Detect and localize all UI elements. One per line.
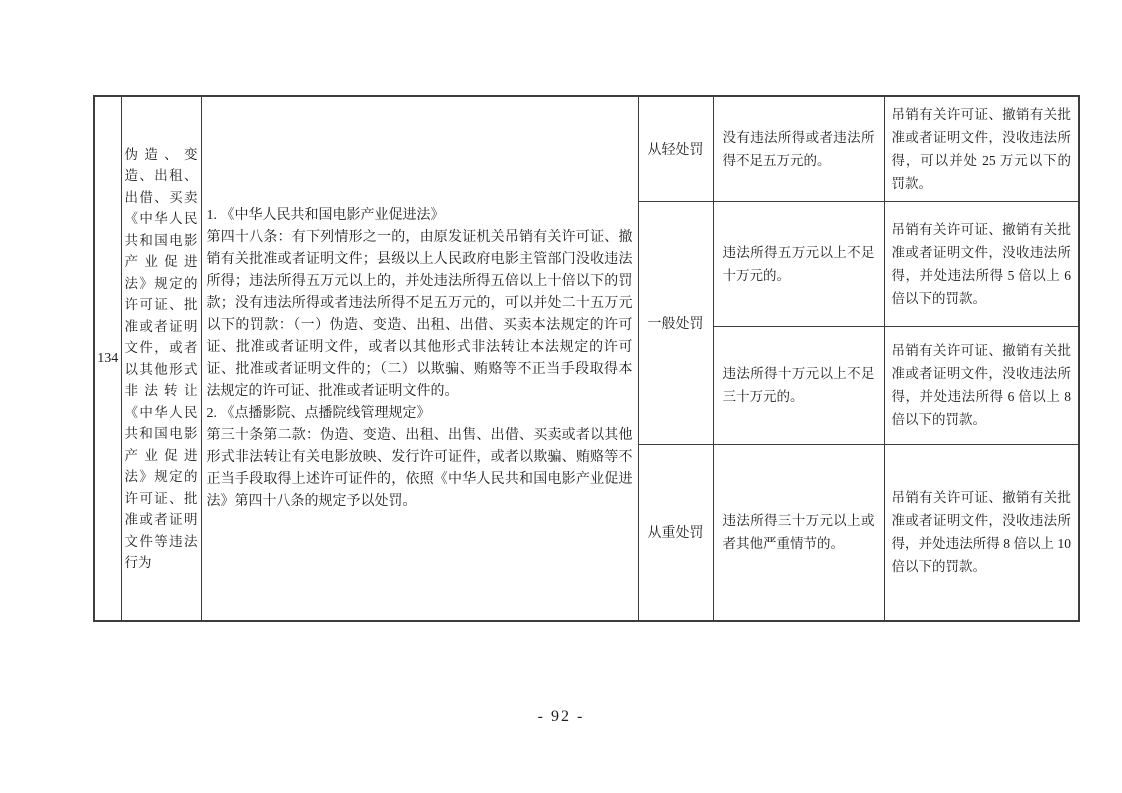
condition-text: 违法所得五万元以上不足十万元的。 bbox=[722, 244, 875, 283]
condition-cell bbox=[713, 96, 884, 201]
penalty-cell bbox=[884, 326, 1079, 444]
violation-cell bbox=[121, 96, 201, 621]
table-row bbox=[94, 96, 1079, 201]
penalty-cell bbox=[884, 444, 1079, 621]
penalty-table bbox=[93, 95, 1080, 622]
condition-cell bbox=[713, 326, 884, 444]
violation-text: 伪造、变造、出租、出借、买卖《中华人民共和国电影产业促进法》规定的许可证、批准或者证明文件，或者以其他形式非法转让《中华人民共和国电影产业促进法》规定的许可证、批准或者证明文件等违法行为 bbox=[124, 146, 198, 570]
condition-cell bbox=[713, 444, 884, 621]
penalty-level-label: 从轻处罚 bbox=[647, 142, 704, 158]
penalty-level-label: 从重处罚 bbox=[647, 526, 704, 542]
condition-text: 违法所得十万元以上不足三十万元的。 bbox=[722, 366, 875, 404]
penalty-cell bbox=[884, 201, 1079, 326]
page-number: - 92 - bbox=[537, 708, 585, 725]
condition-text: 违法所得三十万元以上或者其他严重情节的。 bbox=[722, 513, 875, 552]
condition-cell bbox=[713, 201, 884, 326]
legal-basis-item2-title: 2. 《点播影院、点播院线管理规定》 bbox=[206, 405, 431, 421]
condition-text: 没有违法所得或者违法所得不足五万元的。 bbox=[722, 129, 875, 168]
penalty-text: 吊销有关许可证、撤销有关批准或者证明文件，没收违法所得，并处违法所得 6 倍以上 8 倍以下的罚款。 bbox=[891, 343, 1071, 427]
legal-basis-cell bbox=[201, 96, 638, 621]
legal-basis-item1-title: 1. 《中华人民共和国电影产业促进法》 bbox=[206, 207, 445, 223]
penalty-text: 吊销有关许可证、撤销有关批准或者证明文件，没收违法所得，并处违法所得 8 倍以上 10 倍以下的罚款。 bbox=[891, 490, 1071, 575]
row-id-cell bbox=[94, 96, 121, 621]
penalty-text: 吊销有关许可证、撤销有关批准或者证明文件，没收违法所得，并处违法所得 5 倍以上 6 倍以下的罚款。 bbox=[891, 221, 1071, 306]
penalty-text: 吊销有关许可证、撤销有关批准或者证明文件，没收违法所得，可以并处 25 万元以下的罚款。 bbox=[891, 106, 1071, 191]
legal-basis-item2-body: 第三十条第二款：伪造、变造、出租、出售、出借、买卖或者以其他形式非法转让有关电影放映、发行许可证件，或者以欺骗、贿赂等不正当手段取得上述许可证件的，依照《中华人民共和国电影产业促进法》第四十八条的规定予以处罚。 bbox=[206, 427, 633, 509]
penalty-level-cell-heavy bbox=[638, 444, 713, 621]
penalty-level-cell-light bbox=[638, 96, 713, 201]
penalty-level-cell-general bbox=[638, 201, 713, 444]
penalty-level-label: 一般处罚 bbox=[647, 316, 704, 332]
penalty-cell bbox=[884, 96, 1079, 201]
legal-basis-item1-body: 第四十八条：有下列情形之一的，由原发证机关吊销有关许可证、撤销有关批准或者证明文件；县级以上人民政府电影主管部门没收违法所得；违法所得五万元以上的，并处违法所得五倍以上十倍以下的罚款；没有违法所得或者违法所得不足五万元的，可以并处二十五万元以下的罚款：（一）伪造、变造、出租、出借、买卖本法规定的许可证、批准或者证明文件，或者以其他形式非法转让本法规定的许可证、批准或者证明文件的；（二）以欺骗、贿赂等不正当手段取得本法规定的许可证、批准或者证明文件的。 bbox=[206, 229, 633, 399]
row-id: 134 bbox=[97, 350, 119, 366]
